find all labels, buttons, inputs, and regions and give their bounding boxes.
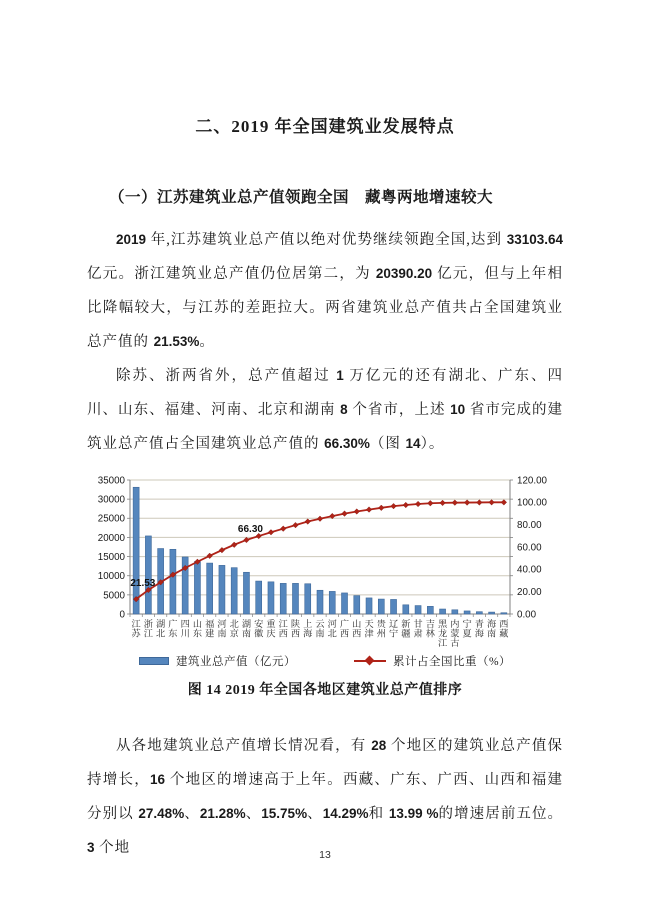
- page-number: 13: [319, 849, 331, 861]
- svg-text:60.00: 60.00: [517, 542, 542, 554]
- svg-text:山西: 山西: [352, 619, 362, 639]
- legend-item-line: [354, 653, 511, 669]
- svg-text:120.00: 120.00: [517, 475, 547, 487]
- svg-text:河北: 河北: [327, 619, 337, 639]
- svg-text:青海: 青海: [474, 619, 484, 639]
- page-title: 二、2019 年全国建筑业发展特点: [195, 117, 455, 136]
- svg-text:15000: 15000: [97, 551, 125, 563]
- chart-legend: [87, 653, 563, 669]
- legend-item-bars: [139, 653, 296, 669]
- svg-text:陕西: 陕西: [290, 619, 301, 639]
- svg-text:66.30: 66.30: [237, 523, 263, 535]
- figure-caption: 图 14 2019 年全国各地区建筑业总产值排序: [187, 683, 463, 698]
- svg-text:湖北: 湖北: [156, 619, 166, 639]
- svg-text:40.00: 40.00: [517, 564, 542, 576]
- svg-text:广西: 广西: [339, 619, 350, 639]
- svg-text:宁夏: 宁夏: [462, 619, 472, 639]
- svg-text:上海: 上海: [303, 619, 313, 639]
- svg-text:5000: 5000: [103, 590, 125, 602]
- svg-text:湖南: 湖南: [241, 619, 252, 639]
- svg-text:重庆: 重庆: [266, 619, 276, 639]
- svg-text:吉林: 吉林: [425, 619, 435, 639]
- svg-text:100.00: 100.00: [517, 497, 547, 509]
- svg-text:广东: 广东: [168, 619, 178, 639]
- svg-text:西藏: 西藏: [499, 619, 509, 639]
- svg-text:0.00: 0.00: [517, 609, 537, 621]
- legend-label-bars: 建筑业总产值（亿元）: [175, 656, 296, 668]
- line-series-swatch-icon: [354, 660, 386, 662]
- svg-text:80.00: 80.00: [517, 520, 542, 532]
- svg-text:江苏: 江苏: [131, 619, 141, 639]
- svg-text:10000: 10000: [97, 571, 125, 583]
- svg-text:甘肃: 甘肃: [413, 619, 423, 639]
- svg-text:天津: 天津: [364, 619, 374, 639]
- svg-text:20.00: 20.00: [517, 587, 542, 599]
- paragraph-3: 从各地建筑业总产值增长情况看，有 28 个地区的建筑业总产值保持增长，16 个地区的增速高于上年。西藏、广东、广西、山西和福建分别以 27.48%、21.28%、15.75%、14.29%和 13.99 %的增速居前五位。3 个地: [87, 738, 564, 856]
- svg-text:黑龙江: 黑龙江: [437, 619, 448, 648]
- svg-text:贵州: 贵州: [376, 619, 386, 639]
- svg-text:江西: 江西: [278, 619, 288, 639]
- svg-text:北京: 北京: [229, 619, 239, 639]
- pareto-chart: [95, 475, 555, 649]
- svg-text:海南: 海南: [487, 619, 497, 639]
- svg-text:福建: 福建: [205, 619, 215, 639]
- svg-text:内蒙古: 内蒙古: [450, 619, 460, 648]
- pareto-chart-figure: [87, 475, 563, 699]
- svg-text:安徽: 安徽: [254, 619, 264, 639]
- svg-text:山东: 山东: [192, 619, 203, 639]
- svg-text:0: 0: [119, 609, 125, 621]
- svg-text:21.53: 21.53: [130, 577, 156, 589]
- svg-text:20000: 20000: [97, 532, 125, 544]
- svg-text:30000: 30000: [97, 494, 125, 506]
- svg-text:云南: 云南: [315, 619, 325, 639]
- legend-label-line: 累计占全国比重（%）: [392, 656, 512, 668]
- diamond-marker-icon: [365, 656, 375, 666]
- svg-text:25000: 25000: [97, 513, 125, 525]
- svg-text:新疆: 新疆: [401, 619, 411, 639]
- svg-text:辽宁: 辽宁: [388, 619, 399, 639]
- svg-text:35000: 35000: [97, 475, 125, 487]
- bar-series-swatch-icon: [139, 657, 169, 665]
- paragraph-2: 除苏、浙两省外，总产值超过 1 万亿元的还有湖北、广东、四川、山东、福建、河南、北京和湖南 8 个省市，上述 10 省市完成的建筑业总产值占全国建筑业总产值的 66.30%（图 14）。: [87, 368, 564, 452]
- svg-text:浙江: 浙江: [143, 619, 153, 639]
- section-heading: （一）江苏建筑业总产值领跑全国 藏粤两地增速较大: [109, 189, 494, 206]
- svg-text:四川: 四川: [180, 619, 190, 639]
- svg-text:河南: 河南: [217, 619, 227, 639]
- paragraph-1: 2019 年,江苏建筑业总产值以绝对优势继续领跑全国,达到 33103.64 亿元。浙江建筑业总产值仍位居第二，为 20390.20 亿元，但与上年相比降幅较大，与江苏的差距拉大。两省建筑业总产值共占全国建筑业总产值的 21.53%。: [87, 232, 564, 350]
